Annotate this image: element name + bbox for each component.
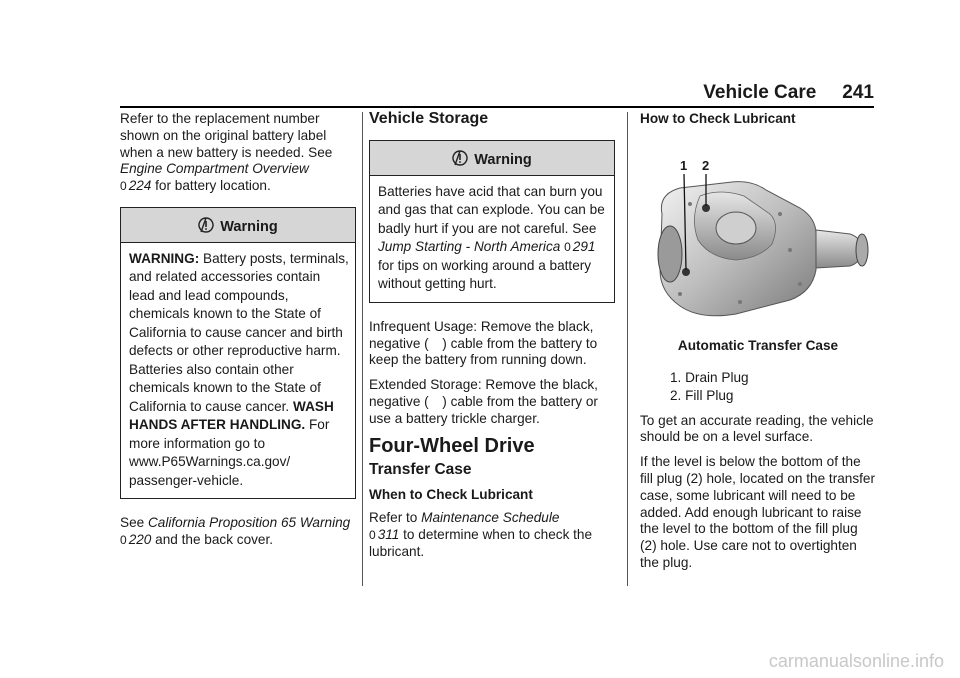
transfer-case-heading: Transfer Case bbox=[369, 461, 472, 479]
prop65-paragraph: See California Proposition 65 Warning 0 220 and the back cover. bbox=[120, 515, 351, 548]
xref-page-224[interactable]: 224 bbox=[128, 178, 152, 194]
warning-box-lead bbox=[120, 207, 356, 500]
callout-2: 2 bbox=[702, 157, 710, 173]
warning-icon bbox=[198, 217, 214, 233]
xref-maintenance-schedule[interactable]: Maintenance Schedule bbox=[421, 509, 560, 525]
xref-page-291[interactable]: 291 bbox=[572, 239, 596, 255]
list-item: 1. Drain Plug bbox=[670, 369, 749, 385]
section-title: Vehicle Care bbox=[703, 82, 817, 103]
warning-icon bbox=[452, 150, 468, 166]
warning-title: Warning bbox=[121, 208, 355, 243]
column-divider bbox=[627, 112, 628, 586]
transfer-case-illustration bbox=[640, 174, 876, 334]
callout-1: 1 bbox=[680, 157, 688, 173]
transfer-case-figure bbox=[640, 134, 876, 334]
page-number: 241 bbox=[842, 82, 874, 103]
warning-box-storage bbox=[369, 140, 615, 303]
warning-body: WARNING: Battery posts, terminals, and related accessories contain lead and lead compounds, chemicals known to the State of California to cause cancer and birth defects or other reproductive harm. Batteries also contain other chemicals known to the State of California to cause cancer. WASH HANDS AFTER HANDLING. For more information go to www.P65Warnings.ca.gov/ passenger-vehicle. bbox=[129, 250, 349, 488]
xref-arrow-icon: 0 bbox=[120, 179, 127, 194]
page-header bbox=[703, 82, 874, 104]
xref-page-311[interactable]: 311 bbox=[377, 526, 400, 542]
when-to-check-heading: When to Check Lubricant bbox=[369, 487, 533, 503]
list-item: 2. Fill Plug bbox=[670, 387, 734, 403]
xref-arrow-icon: 0 bbox=[564, 240, 571, 255]
column-2 bbox=[369, 111, 615, 568]
warning-body: Batteries have acid that can burn you and gas that can explode. You can be badly hurt if you are not careful. See Jump Starting - North America 0 291 for tips on working around a battery without getting hurt. bbox=[378, 183, 605, 292]
maintenance-paragraph: Refer to Maintenance Schedule 0 311 to determine when to check the lubricant. bbox=[369, 509, 593, 559]
warning-title: Warning bbox=[370, 141, 614, 176]
four-wheel-drive-heading: Four-Wheel Drive bbox=[369, 434, 535, 457]
fill-level-paragraph: If the level is below the bottom of the fill plug (2) hole, located on the transfer case, some lubricant will need to be added. Add enough lubricant to raise the level to the bottom of the fill plug (2) hole. Use care not to overtighten the plug. bbox=[640, 454, 876, 570]
xref-jump-starting[interactable]: Jump Starting - North America bbox=[378, 239, 561, 255]
header-rule bbox=[120, 106, 874, 108]
accurate-reading-paragraph: To get an accurate reading, the vehicle should be on a level surface. bbox=[640, 412, 874, 445]
vehicle-storage-heading: Vehicle Storage bbox=[369, 110, 489, 127]
column-3 bbox=[640, 111, 876, 580]
figure-caption: Automatic Transfer Case bbox=[677, 337, 839, 353]
infrequent-usage-paragraph: Infrequent Usage: Remove the black, negative ( ) cable from the battery to keep the battery from running down. bbox=[369, 318, 598, 368]
how-to-check-heading: How to Check Lubricant bbox=[640, 111, 796, 126]
xref-arrow-icon: 0 bbox=[120, 533, 127, 548]
watermark: carmanualsonline.info bbox=[768, 651, 944, 671]
column-divider bbox=[362, 112, 363, 586]
plug-list bbox=[640, 369, 876, 405]
xref-prop65[interactable]: California Proposition 65 Warning bbox=[147, 515, 351, 531]
extended-storage-paragraph: Extended Storage: Remove the black, negative ( ) cable from the battery or use a battery trickle charger. bbox=[369, 377, 598, 426]
xref-engine-compartment[interactable]: Engine Compartment Overview bbox=[120, 161, 309, 177]
xref-page-220[interactable]: 220 bbox=[128, 532, 152, 548]
column-1 bbox=[120, 111, 356, 557]
battery-replacement-paragraph: Refer to the replacement number shown on the original battery label when a new battery is needed. See Engine Compartment Overview 0 224 for battery location. bbox=[120, 111, 333, 194]
xref-arrow-icon: 0 bbox=[369, 527, 376, 542]
